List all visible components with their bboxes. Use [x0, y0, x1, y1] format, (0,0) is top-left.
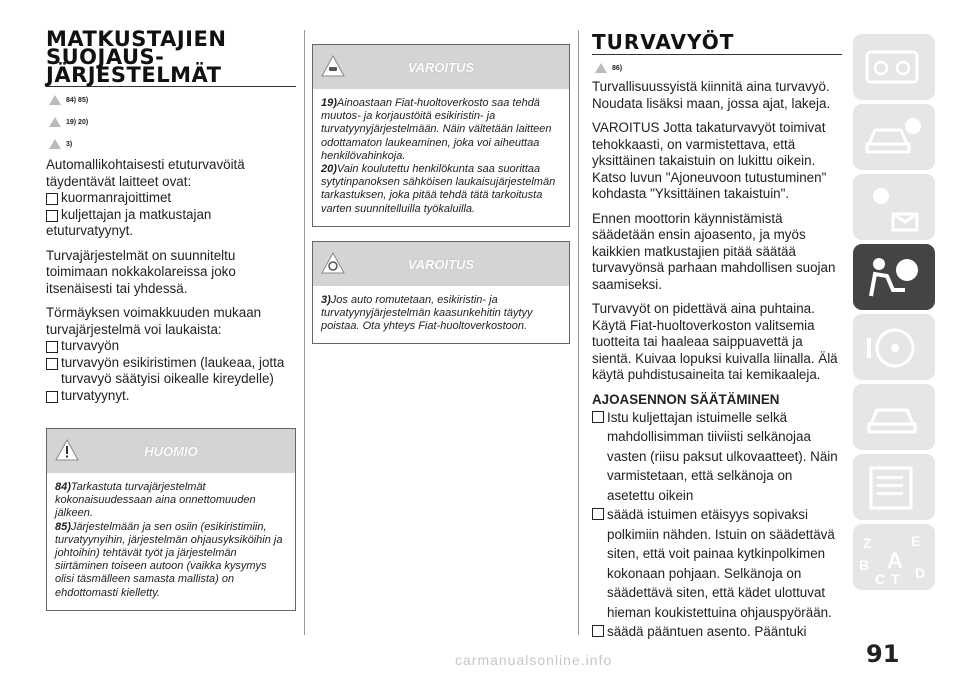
- section-title: TURVAVYÖT: [592, 30, 735, 54]
- bullet-box: [46, 358, 58, 370]
- list-item-text: Istu kuljettajan istuimelle selkä mahdollisimman tiiviisti selkänojaa vasten (riisu paksut ulkovaatteet). Näin varmistetaan, että selkänoja on asetettu oikein: [607, 409, 838, 503]
- title-line: MATKUSTAJIEN: [46, 27, 227, 51]
- index-letters-icon: [853, 524, 935, 590]
- list-item: [46, 355, 296, 388]
- list-item: [592, 408, 842, 506]
- dashboard-icon: [853, 34, 935, 100]
- paragraph: Turvallisuussyistä kiinnitä aina turvavyö. Noudata lisäksi maan, jossa ajat, lakeja.: [592, 79, 831, 111]
- list-item-text: kuljettajan ja matkustajan: [61, 206, 212, 222]
- reference-marker: [48, 91, 296, 109]
- note-number: 20): [321, 163, 337, 176]
- note-number: 3): [321, 293, 331, 306]
- list-item-text: turvatyynyt.: [61, 387, 130, 403]
- list-item: [46, 207, 296, 224]
- warning-body: [313, 89, 569, 226]
- column-2: [312, 44, 570, 344]
- subsection-title: AJOASENNON SÄÄTÄMINEN: [592, 391, 780, 407]
- page-number: 91: [866, 640, 900, 668]
- steering-wheel-icon: [853, 314, 935, 380]
- maintenance-list-icon: [853, 454, 935, 520]
- paragraph: Automallikohtaisesti etuturvavöitä täydentävät laitteet ovat:: [46, 157, 245, 189]
- index-letter: D: [915, 565, 926, 581]
- lights-warning-icon: [853, 174, 935, 240]
- column-divider: [304, 30, 305, 635]
- bullet-box: [592, 411, 604, 423]
- nav-tab-safety[interactable]: [853, 244, 935, 310]
- warning-car-icon: [48, 116, 62, 128]
- list-item-text: säädä pääntuen asento. Pääntuki: [607, 624, 807, 639]
- warning-header: [313, 242, 569, 286]
- list-item: [592, 622, 842, 642]
- nav-tab-starting-driving[interactable]: [853, 314, 935, 380]
- car-info-icon: [853, 104, 935, 170]
- notice-body: [47, 473, 295, 610]
- nav-tab-maintenance[interactable]: [853, 454, 935, 520]
- index-letter: C: [875, 571, 886, 587]
- paragraph: Törmäyksen voimakkuuden mukaan turvajärjestelmä voi laukaista:: [46, 305, 262, 337]
- column-divider: [578, 30, 579, 635]
- ref-numbers: 84) 85): [66, 96, 89, 104]
- nav-tab-emergency[interactable]: [853, 384, 935, 450]
- column-1: [46, 27, 296, 611]
- warning-heading: VAROITUS: [407, 256, 475, 272]
- paragraph: Turvavyöt on pidettävä aina puhtaina. Käytä Fiat-huoltoverkoston valitsemia tuotteita tai haaleaa saippuavettä ja sientä. Kuivaa lopuksi kuivalla liinalla. Älä käytä puhdistusaineita tai kemikaaleja.: [592, 301, 838, 382]
- paragraph: Ennen moottorin käynnistämistä säädetään ensin ajoasento, ja myös kaikkien matkustajien pitää säätää turvavyönsä parhaan mahdollisen suojan saamiseksi.: [592, 210, 836, 292]
- list-item: [46, 388, 296, 405]
- note-text: Jos auto romutetaan, esikiristin- ja turvatyynyjärjestelmän kaasunkehitin täytyy poistaa. Ota yhteys Fiat-huoltoverkostoon.: [321, 293, 533, 333]
- paragraph: Turvajärjestelmät on suunniteltu toimimaan nokkakolareissa joko itsenäisesti tai yhdessä.: [46, 247, 236, 296]
- note-number: 84): [55, 481, 71, 493]
- bullet-box: [46, 391, 58, 403]
- reference-marker: [594, 59, 842, 77]
- index-letter: B: [859, 557, 870, 573]
- note-text: Järjestelmään ja sen osiin (esikiristimiin, turvatyynyihin, järjestelmän ohjausyksiköihin ja johtoihin) tehtävät työt ja järjestelmän siirtäminen toiseen autoon (vaikka kysymys olisi täsmälleen samasta mallista) on ehdottomasti kielletty.: [55, 520, 283, 599]
- notice-box: [46, 428, 296, 611]
- nav-tab-lights-warnings[interactable]: [853, 174, 935, 240]
- note-text: Vain koulutettu henkilökunta saa suorittaa sytytinpanoksen sähköisen laukaisujärjestelmän tarkastuksen, joka pitää tehdä tätä tarkoitusta varten suunnitelluilla työkaluilla.: [321, 163, 556, 215]
- warning-car-icon: [48, 94, 62, 106]
- ref-numbers: 86): [612, 64, 623, 72]
- column-3: [592, 30, 842, 642]
- warning-body: [313, 286, 569, 344]
- nav-tab-car-info[interactable]: [853, 104, 935, 170]
- warning-car-icon: [594, 62, 608, 74]
- paragraph: etuturvatyynyt.: [46, 223, 134, 238]
- nav-tab-index[interactable]: [853, 524, 935, 590]
- section-title: [46, 27, 296, 87]
- paragraph: VAROITUS Jotta takaturvavyöt toimivat tehokkaasti, on varmistettava, että yksittäinen takaistuin on lukittu oikein. Katso luvun "Ajoneuvoon tutustuminen" kohdasta "Yksittäinen takaistuin".: [592, 120, 827, 201]
- warning-heading: VAROITUS: [407, 60, 475, 75]
- reference-marker: [48, 113, 296, 131]
- watermark: carmanualsonline.info: [455, 652, 613, 668]
- list-item: [46, 338, 296, 355]
- nav-tab-dashboard[interactable]: [853, 34, 935, 100]
- ref-numbers: 3): [66, 140, 73, 148]
- warning-car-icon: [48, 138, 62, 150]
- airbag-icon: [853, 244, 935, 310]
- list-item: [46, 190, 296, 207]
- ref-numbers: 19) 20): [66, 118, 89, 126]
- reference-marker: [48, 135, 296, 153]
- warning-header: [313, 45, 569, 89]
- list-item-text: kuormanrajoittimet: [61, 190, 172, 205]
- bullet-box: [46, 193, 58, 205]
- index-letter: T: [891, 571, 900, 587]
- title-line: SUOJAUS-: [46, 45, 165, 69]
- list-item-text: säädä istuimen etäisyys sopivaksi polkimiin nähden. Istuin on säädettävä siten, että voit painaa kytkinpolkimen kokonaan pohjaan. Selkänoja on säädettävä siten, että kädet ulottuvat hieman koukistettuina ohjauspyörään.: [607, 507, 835, 620]
- title-rule: [592, 54, 842, 55]
- title-line: JÄRJESTELMÄT: [46, 63, 222, 87]
- notice-header: [47, 429, 295, 473]
- index-letter: A: [887, 548, 903, 573]
- list-item: [592, 505, 842, 622]
- notice-heading: HUOMIO: [144, 444, 198, 459]
- index-letter: Z: [863, 535, 872, 551]
- note-number: 85): [55, 520, 71, 533]
- bullet-box: [592, 625, 604, 637]
- index-letter: E: [911, 533, 921, 549]
- list-item-text: turvavyön esikiristimen (laukeaa, jotta turvavyö säätyisi oikealle kireydelle): [61, 354, 285, 386]
- bullet-box: [46, 210, 58, 222]
- warning-box: [312, 44, 570, 227]
- warning-box: [312, 241, 570, 345]
- bullet-box: [46, 341, 58, 353]
- note-number: 19): [321, 97, 337, 109]
- note-text: Ainoastaan Fiat-huoltoverkosto saa tehdä muutos- ja korjaustöitä esikiristin- ja turvatyynyjärjestelmään. Näin vältetään laitteen odottamaton laukeaminen, joka voi aiheuttaa henkilövahinkoja.: [321, 97, 552, 162]
- note-text: Tarkastuta turvajärjestelmät kokonaisuudessaan aina onnettomuuden jälkeen.: [55, 481, 256, 520]
- list-item-text: turvavyön: [61, 338, 120, 353]
- bullet-box: [592, 508, 604, 520]
- emergency-car-icon: [853, 384, 935, 450]
